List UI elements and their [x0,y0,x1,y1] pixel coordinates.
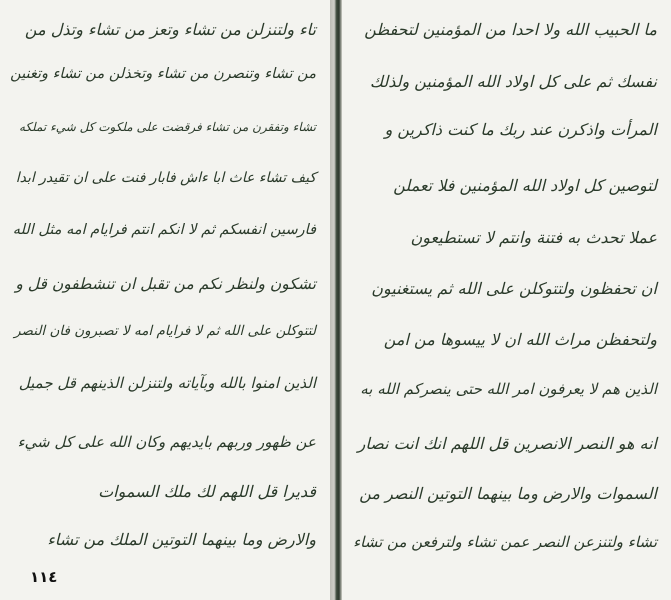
text-line: لتوصين كل اولاد الله المؤمنين فلا تعملن [393,176,657,195]
text-line: ولتحفظن مراث الله ان لا ييسوها من امن [383,330,657,349]
text-line: فارسين انفسكم ثم لا انكم انتم فرايام امه مثل الله [12,222,316,238]
text-line: ان تحفظون ولتتوكلن على الله ثم يستغنيون [371,279,657,298]
text-line: والارض وما بينهما التوتين الملك من تشاء [47,530,316,549]
page-number: ١١٤ [30,568,58,586]
text-line: تاء ولتنزلن من تشاء وتعز من تشاء وتذل من [24,20,316,39]
text-line: قديرا قل اللهم لك ملك السموات [98,482,316,501]
text-line: تشكون ولنظر نكم من تقبل ان تنشطفون قل و [15,275,316,293]
right-page-text [342,0,671,600]
text-line: انه هو النصر الانصرين قل اللهم انك انت نصار [357,434,657,453]
text-line: المرأت واذكرن عند ربك ما كنت ذاكرين و [384,120,657,139]
text-line: من تشاء وتنصرن من تشاء وتخذلن من تشاء وتغنين [10,66,316,82]
text-line: عملا تحدث به فتنة وانتم لا تستطيعون [410,228,657,247]
text-line: عن ظهور وربهم بايديهم وكان الله على كل شيء [17,433,316,451]
right-page [342,0,671,600]
text-line: الذين هم لا يعرفون امر الله حتى ينصركم الله به [360,380,657,398]
book-gutter [330,0,342,600]
text-line: الذين امنوا بالله وبآياته ولتنزلن الذينهم قل جميل [18,374,316,392]
text-line: لتتوكلن على الله ثم لا فرايام امه لا تصبرون فان النصر [14,323,316,339]
text-line: نفسك ثم على كل اولاد الله المؤمنين ولذلك [369,72,657,91]
left-page-text [0,0,330,600]
text-line: تشاء ولتنزعن النصر عمن تشاء ولترفعن من تشاء [353,533,657,551]
text-line: ما الحبيب الله ولا احدا من المؤمنين لتحفظن [364,20,657,39]
text-line: السموات والارض وما بينهما التوتين النصر من [359,484,657,503]
left-page [0,0,330,600]
text-line: تشاء وتفقرن من تشاء فرقضت على ملكوت كل شيء تملكه [18,120,316,134]
text-line: كيف تشاء عاث ابا ءاش فابار فنت على ان تقيدر ابدا [15,170,316,186]
